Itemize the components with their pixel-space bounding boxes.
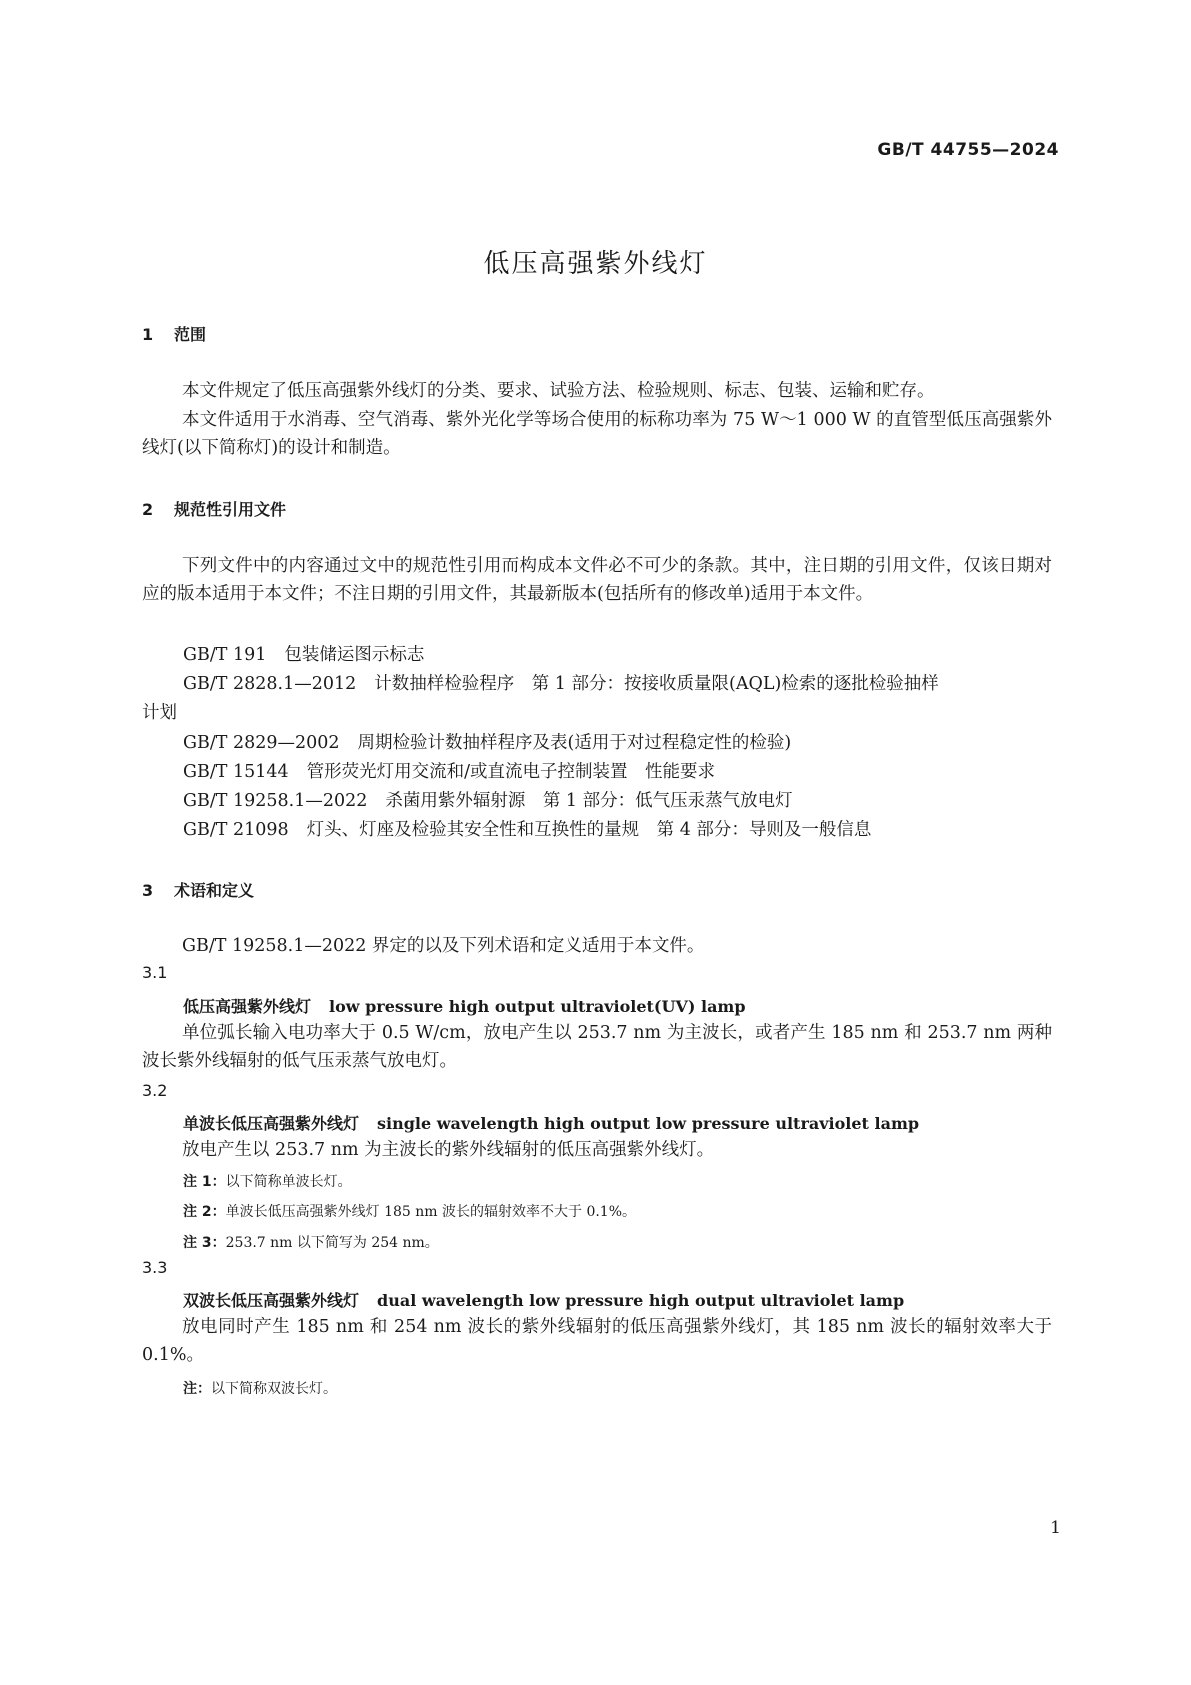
term-number: 3.2 (142, 1081, 168, 1100)
note (183, 1171, 352, 1191)
reference-title: 周期检验计数抽样程序及表(适用于对过程稳定性的检验) (357, 733, 792, 753)
term-heading (183, 994, 746, 1017)
term-english: single wavelength high output low pressure ultraviolet lamp (377, 1114, 920, 1133)
note-label: 注 1： (183, 1174, 226, 1190)
reference-item (183, 670, 939, 695)
reference-item (183, 787, 793, 812)
term-english: low pressure high output ultraviolet(UV) lamp (329, 997, 746, 1016)
section-title: 规范性引用文件 (174, 500, 287, 519)
reference-title: 管形荧光灯用交流和/或直流电子控制装置 性能要求 (306, 762, 716, 782)
reference-code: GB/T 15144 (183, 762, 289, 782)
note (183, 1201, 636, 1221)
note (183, 1378, 337, 1398)
reference-item (183, 758, 715, 783)
reference-code: GB/T 191 (183, 645, 267, 665)
term-heading (183, 1288, 904, 1311)
section-number: 3 (142, 881, 154, 900)
reference-code: GB/T 21098 (183, 820, 289, 840)
reference-code: GB/T 2828.1—2012 (183, 674, 357, 694)
scope-paragraph-2: 本文件适用于水消毒、空气消毒、紫外光化学等场合使用的标称功率为 75 W～1 000 W 的直管型低压高强紫外线灯(以下简称灯)的设计和制造。 (142, 410, 1052, 458)
term-chinese: 双波长低压高强紫外线灯 (183, 1291, 360, 1310)
section-1-heading (142, 322, 206, 345)
term-number: 3.1 (142, 963, 168, 982)
reference-title: 包装储运图示标志 (284, 645, 425, 665)
normative-references-intro: 下列文件中的内容通过文中的规范性引用而构成本文件必不可少的条款。其中，注日期的引用文件，仅该日期对应的版本适用于本文件；不注日期的引用文件，其最新版本(包括所有的修改单)适用于本文件。 (142, 556, 1052, 604)
term-chinese: 单波长低压高强紫外线灯 (183, 1114, 360, 1133)
note-text: 253.7 nm 以下简写为 254 nm。 (225, 1235, 439, 1251)
scope-paragraph-1: 本文件规定了低压高强紫外线灯的分类、要求、试验方法、检验规则、标志、包装、运输和贮存。 (182, 381, 935, 401)
term-definition: 放电同时产生 185 nm 和 254 nm 波长的紫外线辐射的低压高强紫外线灯，其 185 nm 波长的辐射效率大于 0.1%。 (142, 1317, 1052, 1365)
terms-intro: GB/T 19258.1—2022 界定的以及下列术语和定义适用于本文件。 (182, 936, 705, 956)
section-title: 术语和定义 (174, 881, 255, 900)
reference-title: 灯头、灯座及检验其安全性和互换性的量规 第 4 部分：导则及一般信息 (306, 820, 872, 840)
term-english: dual wavelength low pressure high output ultraviolet lamp (377, 1291, 905, 1310)
reference-title: 杀菌用紫外辐射源 第 1 部分：低气压汞蒸气放电灯 (385, 791, 793, 811)
reference-item (183, 816, 871, 841)
note-text: 单波长低压高强紫外线灯 185 nm 波长的辐射效率不大于 0.1%。 (225, 1204, 637, 1220)
reference-title-continuation: 计划 (142, 703, 177, 723)
reference-code: GB/T 19258.1—2022 (183, 791, 368, 811)
note (183, 1232, 439, 1252)
standard-number: GB/T 44755—2024 (877, 140, 1059, 160)
term-heading (183, 1111, 919, 1134)
note-text: 以下简称双波长灯。 (211, 1381, 337, 1397)
term-definition: 放电产生以 253.7 nm 为主波长的紫外线辐射的低压高强紫外线灯。 (182, 1140, 715, 1160)
section-title: 范围 (174, 325, 207, 344)
page-number: 1 (1050, 1518, 1061, 1538)
reference-item (183, 729, 791, 754)
term-number: 3.3 (142, 1258, 168, 1277)
section-2-heading (142, 497, 286, 520)
note-text: 以下简称单波长灯。 (225, 1174, 352, 1190)
note-label: 注 3： (183, 1235, 226, 1251)
reference-code: GB/T 2829—2002 (183, 733, 340, 753)
section-number: 1 (142, 325, 154, 344)
section-3-heading (142, 878, 254, 901)
note-label: 注： (183, 1381, 211, 1397)
reference-title: 计数抽样检验程序 第 1 部分：按接收质量限(AQL)检索的逐批检验抽样 (374, 674, 939, 694)
reference-item (183, 641, 424, 666)
note-label: 注 2： (183, 1204, 226, 1220)
term-chinese: 低压高强紫外线灯 (183, 997, 312, 1016)
section-number: 2 (142, 500, 154, 519)
term-definition: 单位弧长输入电功率大于 0.5 W/cm，放电产生以 253.7 nm 为主波长，或者产生 185 nm 和 253.7 nm 两种波长紫外线辐射的低气压汞蒸气放电灯。 (142, 1023, 1052, 1071)
document-title: 低压高强紫外线灯 (483, 249, 708, 279)
